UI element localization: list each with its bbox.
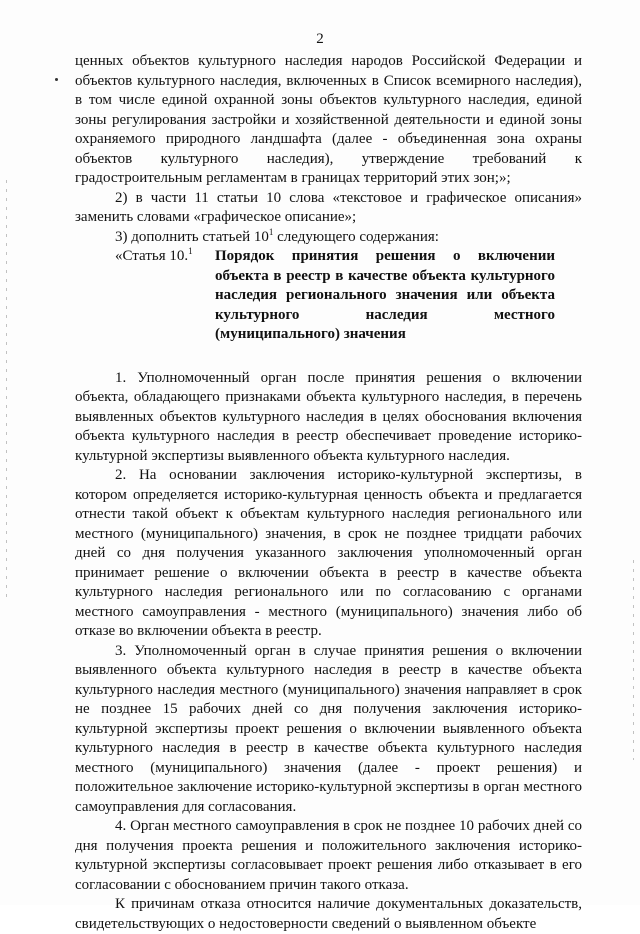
paragraph-item-3 xyxy=(75,228,582,248)
document-body xyxy=(75,52,582,934)
item3-sup: 1 xyxy=(268,226,274,237)
item3-prefix: 3) дополнить статьей 10 xyxy=(115,228,269,245)
paragraph-refusal-reasons: К причинам отказа относится наличие документальных доказательств, свидетельствующих о недостоверности сведений о выявленном объекте xyxy=(75,896,582,932)
article-label-text: «Статья 10. xyxy=(115,248,189,264)
article-heading xyxy=(75,247,582,345)
paragraph-1: 1. Уполномоченный орган после принятия решения о включении объекта, обладающего признаками объекта культурного наследия, в перечень выявленных объектов культурного наследия в целях обоснования включения объекта культурного наследия в реестр обеспечивает проведение историко-культурной экспертизы выявленного объекта культурного наследия. xyxy=(75,369,582,464)
spacer xyxy=(75,345,582,369)
paragraph-4: 4. Орган местного самоуправления в срок не позднее 10 рабочих дней со дня получения проекта решения и положительного заключения историко-культурной экспертизы согласовывает проект решения либо отказывает в его согласовании с обоснованием причин такого отказа. xyxy=(75,818,582,893)
item3-suffix: следующего содержания: xyxy=(273,228,439,245)
scan-speck xyxy=(55,78,58,81)
scan-edge-mark-right xyxy=(633,560,634,760)
scan-edge-mark-left xyxy=(6,180,7,600)
page-number: 2 xyxy=(316,31,324,47)
paragraph-2: 2. На основании заключения историко-культурной экспертизы, в котором определяется историко-культурная ценность объекта и предлагается отнести такой объект к объектам культурного наследия регионального или местного (муниципального) значения, в срок не позднее тридцати рабочих дней со дня получения указанного заключения уполномоченный орган принимает решение о включении объекта в реестр в качестве объекта культурного наследия регионального или по согласованию с органами местного самоуправления - местного (муниципального) значения либо об отказе во включении объекта в реестр. xyxy=(75,467,582,639)
paragraph-continuation: ценных объектов культурного наследия народов Российской Федерации и объектов культурного наследия, включенных в Список всемирного наследия), в том числе единой охранной зоны объектов культурного наследия, единой зоны регулирования застройки и хозяйственной деятельности и единой зоны охраняемого природного ландшафта (далее - объединенная зона охраны объектов культурного наследия), утверждение требований к градостроительным регламентам в границах территорий этих зон;»; xyxy=(75,53,582,186)
paragraph-item-2: 2) в части 11 статьи 10 слова «текстовое и графическое описания» заменить словами «графическое описание»; xyxy=(75,189,582,225)
article-label xyxy=(75,247,207,267)
article-title: Порядок принятия решения о включении объекта в реестр в качестве объекта культурного наследия регионального значения или объекта культурного наследия местного (муниципального) значения xyxy=(215,248,555,342)
article-label-sup: 1 xyxy=(188,246,193,256)
paragraph-3: 3. Уполномоченный орган в случае принятия решения о включении выявленного объекта культурного наследия в реестр в качестве объекта культурного наследия местного (муниципального) значения направляет в срок не позднее 15 рабочих дней со дня получения заключения историко-культурной экспертизы проект решения о включении выявленного объекта культурного наследия в реестр в качестве объекта культурного наследия местного (муниципального) значения (далее - проект решения) и положительное заключение историко-культурной экспертизы в орган местного самоуправления для согласования. xyxy=(75,642,582,815)
